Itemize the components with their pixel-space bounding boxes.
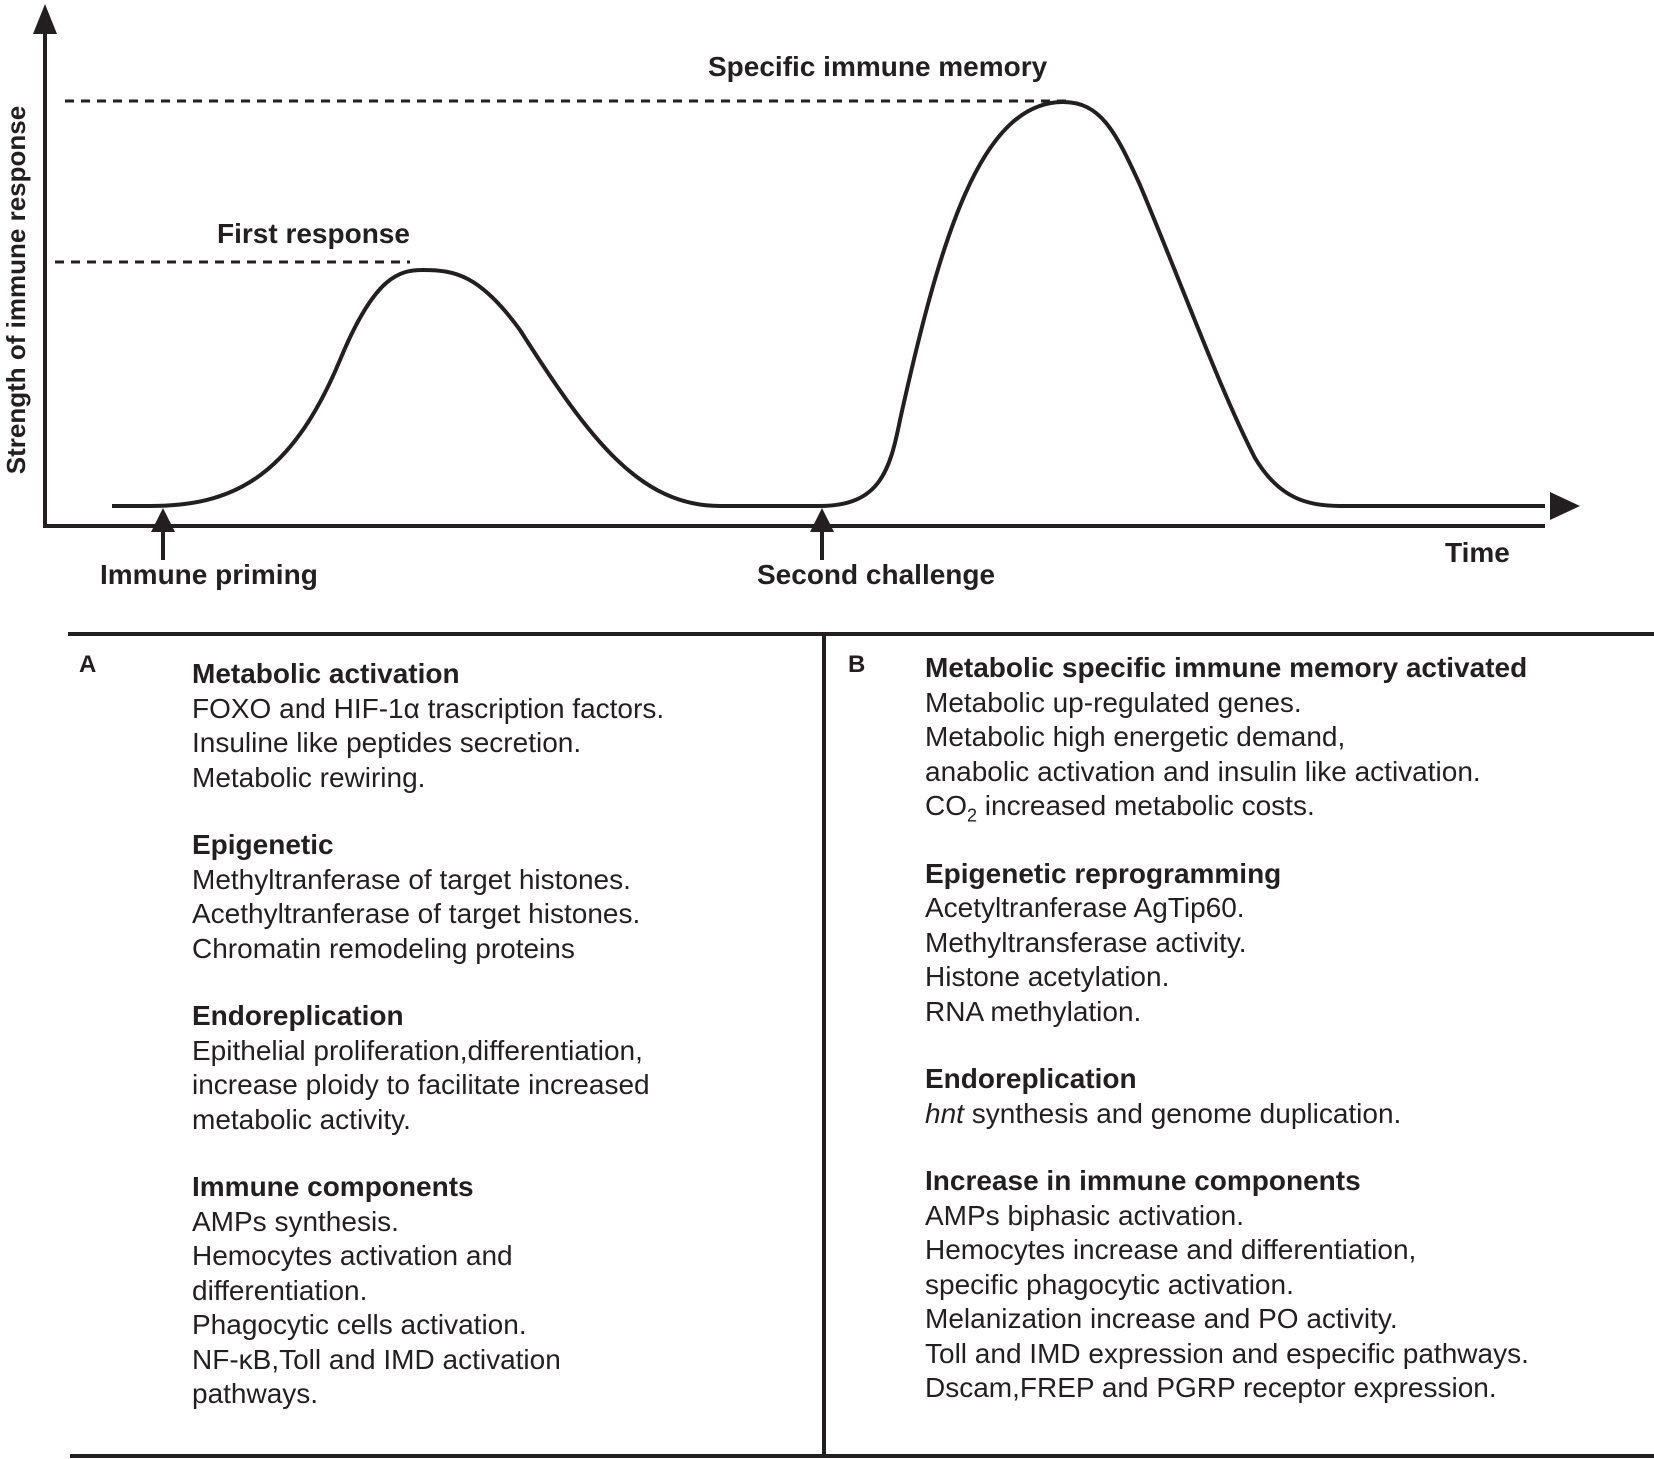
table-top-border bbox=[68, 632, 1654, 636]
section-heading: Endoreplication bbox=[192, 1000, 404, 1031]
panel-b-section bbox=[925, 857, 1529, 1030]
section-line: specific phagocytic activation. bbox=[925, 1268, 1294, 1300]
x-axis-label: Time bbox=[1445, 537, 1510, 568]
gene-name-italic: hnt bbox=[925, 1097, 964, 1129]
panel-a-section bbox=[192, 828, 664, 966]
immune-priming-arrowhead bbox=[151, 508, 175, 532]
panel-a-section bbox=[192, 657, 664, 795]
section-line: Dscam,FREP and PGRP receptor expression. bbox=[925, 1372, 1497, 1403]
section-line: anabolic activation and insulin like activation. bbox=[925, 755, 1481, 787]
section-line: Hemocytes activation and bbox=[192, 1240, 513, 1271]
response-curve bbox=[112, 102, 1545, 506]
section-line: Methyltranferase of target histones. bbox=[192, 863, 631, 895]
panel-b-section bbox=[925, 1164, 1529, 1406]
section-heading: Metabolic activation bbox=[192, 658, 460, 689]
section-line: Chromatin remodeling proteins bbox=[192, 932, 575, 964]
second-challenge-label: Second challenge bbox=[757, 559, 996, 590]
y-axis-arrowhead bbox=[33, 4, 57, 34]
panel-b-section bbox=[925, 651, 1529, 824]
panel-a-section bbox=[192, 999, 664, 1137]
section-heading: Increase in immune components bbox=[925, 1165, 1361, 1196]
specific-memory-label: Specific immune memory bbox=[708, 51, 1048, 82]
time-arrowhead bbox=[1550, 492, 1580, 520]
section-line: pathways. bbox=[192, 1378, 319, 1409]
table-bottom-border bbox=[70, 1454, 1654, 1458]
section-line: FOXO and HIF-1α trascription factors. bbox=[192, 692, 665, 724]
panel-b-section bbox=[925, 1062, 1529, 1131]
section-line: AMPs synthesis. bbox=[192, 1205, 399, 1237]
section-line: Phagocytic cells activation. bbox=[192, 1309, 527, 1340]
co2-subscript: 2 bbox=[967, 805, 978, 826]
co2-suffix: increased metabolic costs. bbox=[977, 790, 1315, 821]
section-line: Metabolic up-regulated genes. bbox=[925, 686, 1302, 718]
section-line: metabolic activity. bbox=[192, 1103, 411, 1135]
section-line: Metabolic rewiring. bbox=[192, 761, 426, 793]
co2-prefix: CO bbox=[925, 790, 967, 821]
panel-a-section bbox=[192, 1170, 664, 1412]
section-line: Epithelial proliferation,differentiation, bbox=[192, 1034, 643, 1066]
immune-priming-label: Immune priming bbox=[100, 559, 318, 590]
second-challenge-arrowhead bbox=[810, 508, 834, 532]
section-heading: Epigenetic bbox=[192, 829, 334, 860]
first-response-label: First response bbox=[217, 218, 410, 249]
section-heading: Immune components bbox=[192, 1171, 474, 1202]
gene-line bbox=[925, 1097, 1529, 1132]
table-divider bbox=[822, 632, 826, 1457]
section-line: Acethyltranferase of target histones. bbox=[192, 898, 641, 929]
section-line: Insuline like peptides secretion. bbox=[192, 727, 582, 758]
immune-response-diagram bbox=[0, 0, 1654, 640]
section-heading: Epigenetic reprogramming bbox=[925, 857, 1282, 889]
section-line: Melanization increase and PO activity. bbox=[925, 1303, 1398, 1334]
section-line: Hemocytes increase and differentiation, bbox=[925, 1234, 1417, 1265]
section-line: NF-κB,Toll and IMD activation bbox=[192, 1343, 561, 1375]
panel-b-letter: B bbox=[848, 651, 866, 678]
y-axis-label: Strength of immune response bbox=[1, 105, 31, 475]
panel-a bbox=[192, 657, 664, 1412]
co2-line bbox=[925, 789, 1529, 824]
panel-a-letter: A bbox=[79, 651, 97, 678]
section-line: Toll and IMD expression and especific pathways. bbox=[925, 1337, 1529, 1369]
section-line: increase ploidy to facilitate increased bbox=[192, 1069, 650, 1100]
section-line: Metabolic high energetic demand, bbox=[925, 721, 1346, 752]
section-line: Methyltransferase activity. bbox=[925, 926, 1247, 958]
gene-line-rest: synthesis and genome duplication. bbox=[963, 1097, 1402, 1129]
section-line: RNA methylation. bbox=[925, 995, 1142, 1027]
section-line: Histone acetylation. bbox=[925, 961, 1170, 992]
section-line: differentiation. bbox=[192, 1274, 368, 1306]
panel-b bbox=[925, 651, 1529, 1406]
section-heading: Endoreplication bbox=[925, 1063, 1137, 1094]
section-line: Acetyltranferase AgTip60. bbox=[925, 892, 1245, 923]
section-line: AMPs biphasic activation. bbox=[925, 1199, 1245, 1231]
section-heading: Metabolic specific immune memory activated bbox=[925, 652, 1528, 683]
